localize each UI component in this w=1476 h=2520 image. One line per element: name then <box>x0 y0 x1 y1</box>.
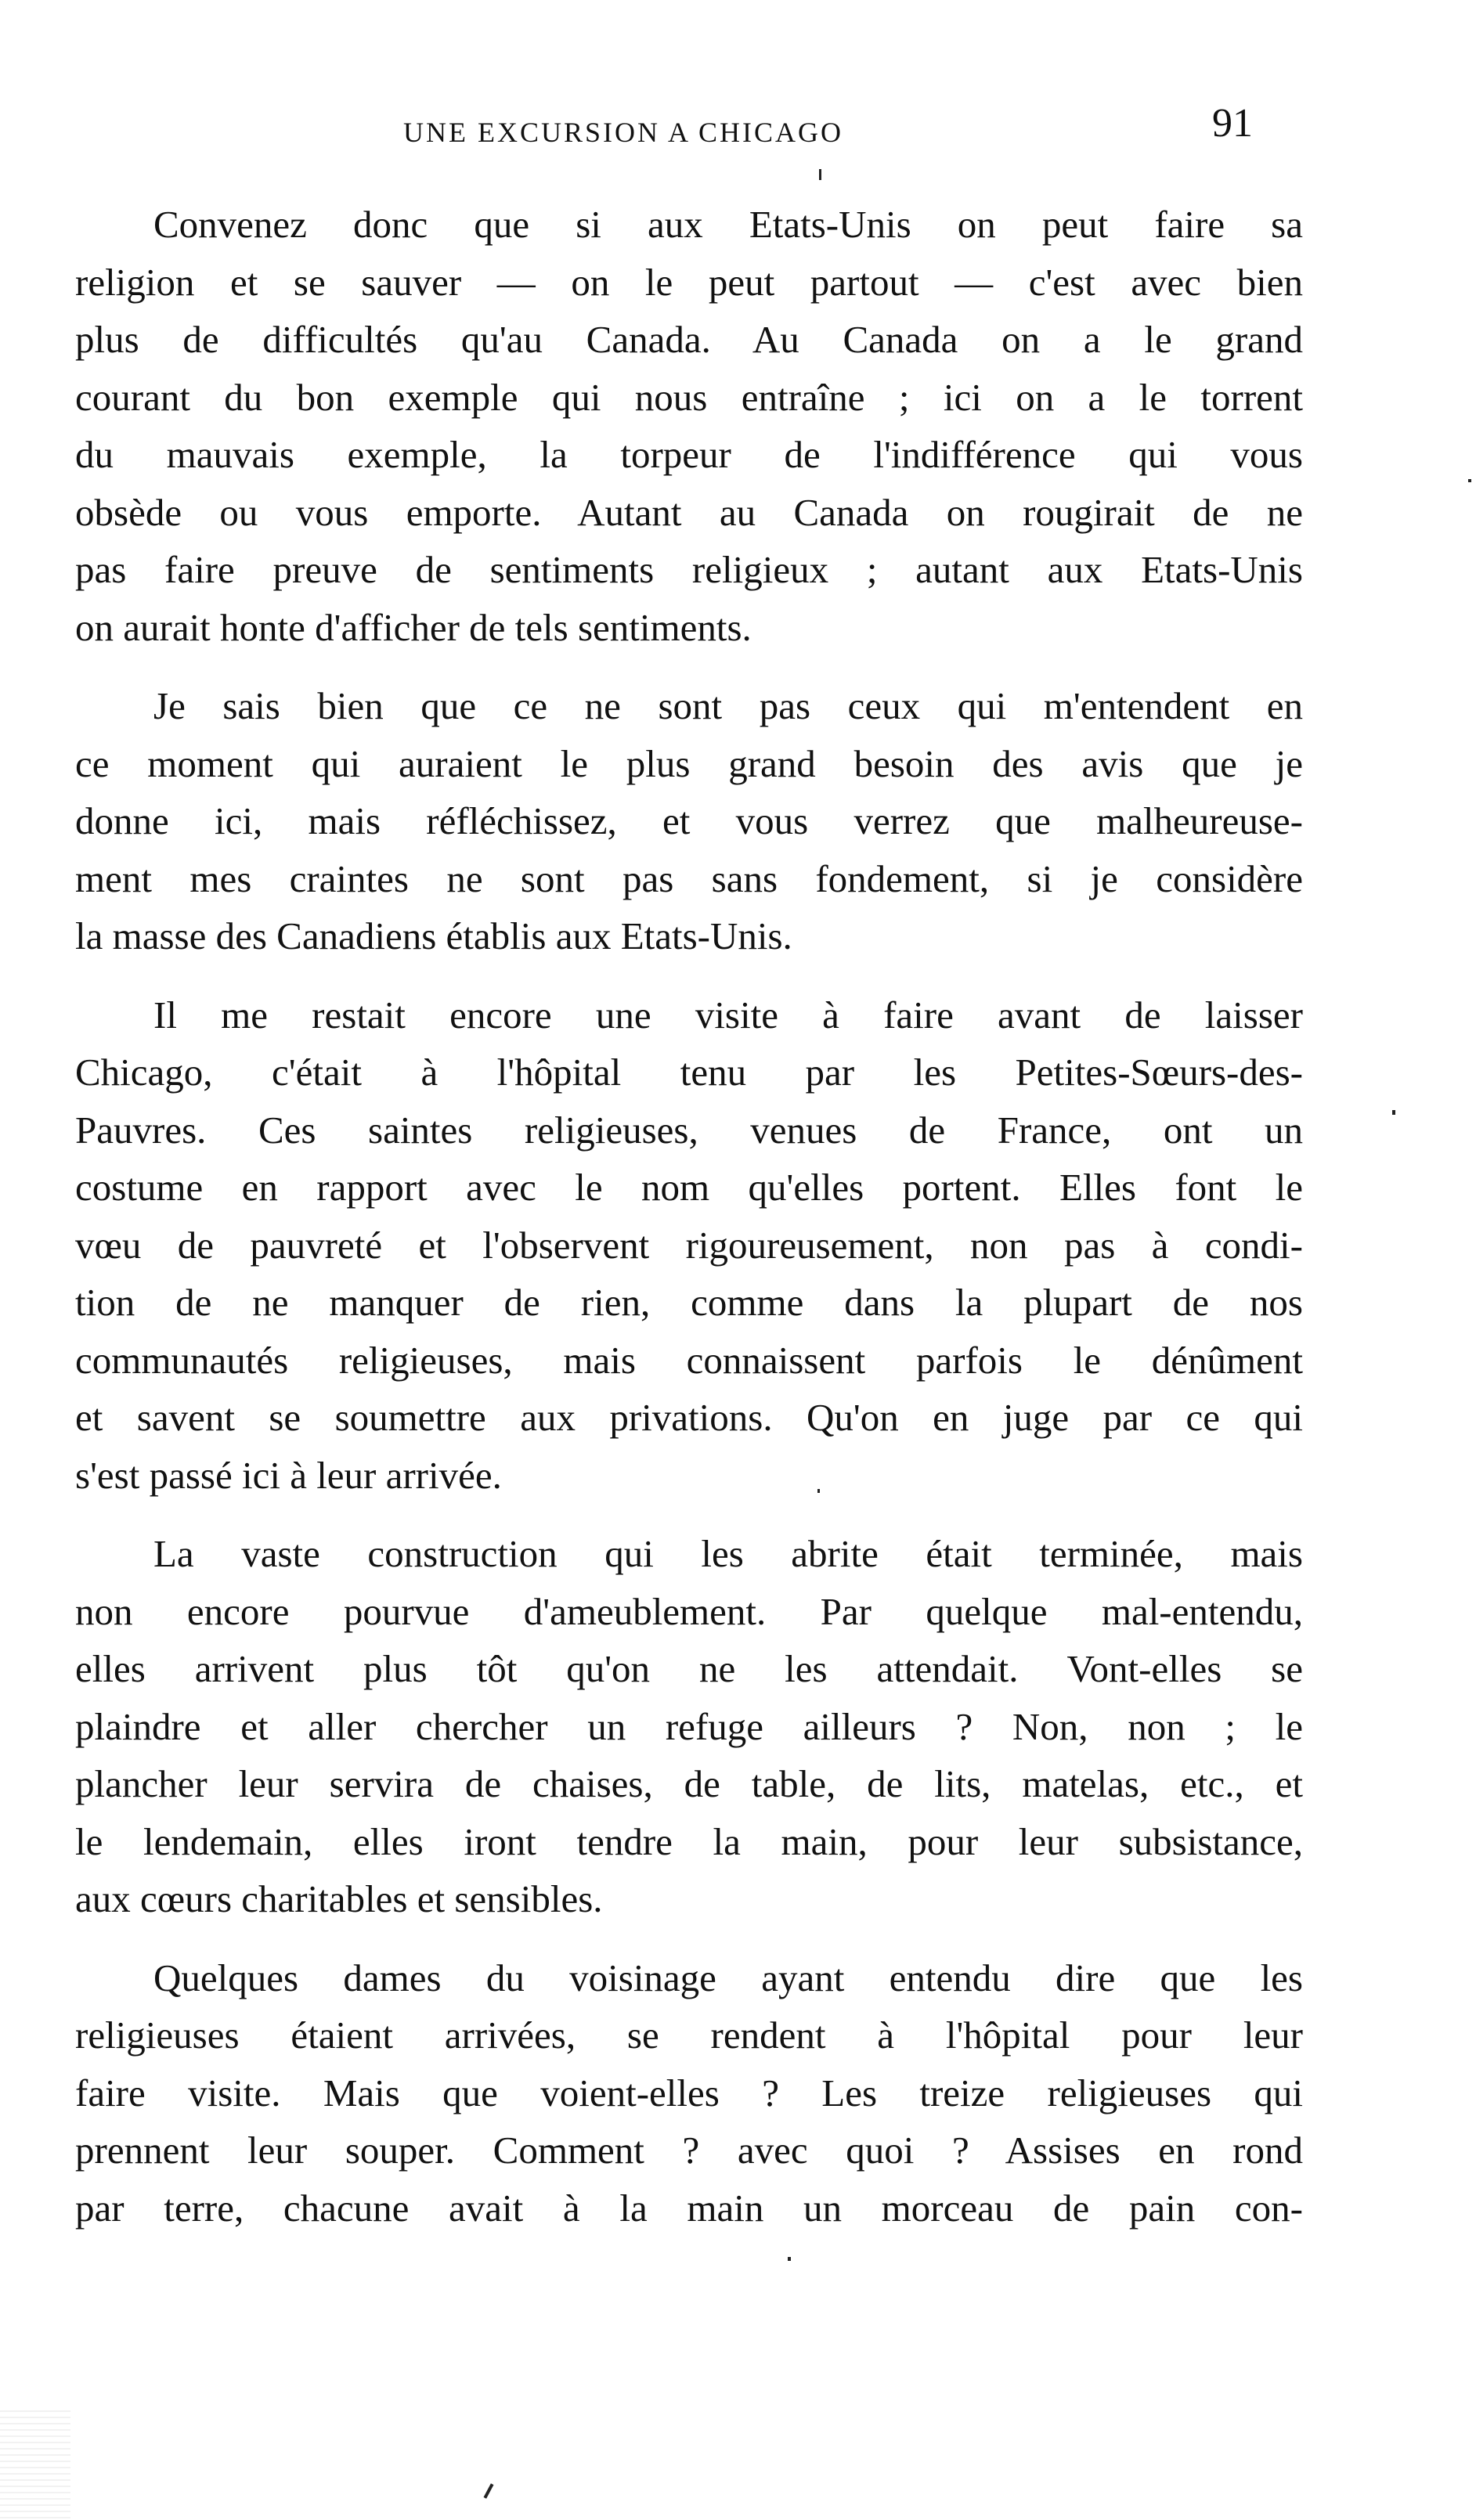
ink-speck <box>819 169 821 180</box>
text-line: et savent se soumettre aux privations. Qu'on en juge par ce qui <box>75 1396 1303 1439</box>
text-line: plus de difficultés qu'au Canada. Au Canada on a le grand <box>75 318 1303 361</box>
text-line: obsède ou vous emporte. Autant au Canada on rougirait de ne <box>75 490 1303 534</box>
text-line: Chicago, c'était à l'hôpital tenu par les Petites-Sœurs-des- <box>75 1051 1303 1094</box>
text-line: courant du bon exemple qui nous entraîne ; ici on a le torrent <box>75 375 1303 419</box>
text-line: ment mes craintes ne sont pas sans fondement, si je considère <box>75 856 1303 900</box>
text-line: s'est passé ici à leur arrivée. <box>75 1453 502 1497</box>
text-line: faire visite. Mais que voient-elles ? Les treize religieuses qui <box>75 2071 1303 2114</box>
paragraph <box>75 196 1303 656</box>
text-line: tion de ne manquer de rien, comme dans la plupart de nos <box>75 1281 1303 1324</box>
text-line: on aurait honte d'afficher de tels sentiments. <box>75 605 752 649</box>
text-line: Convenez donc que si aux Etats-Unis on peut faire sa <box>153 203 1303 246</box>
ink-speck <box>1392 1110 1395 1115</box>
text-line: costume en rapport avec le nom qu'elles portent. Elles font le <box>75 1166 1303 1209</box>
paragraph <box>75 677 1303 965</box>
text-line: vœu de pauvreté et l'observent rigoureusement, non pas à condi- <box>75 1223 1303 1267</box>
text-line: Il me restait encore une visite à faire avant de laisser <box>153 993 1303 1036</box>
text-line: La vaste construction qui les abrite était terminée, mais <box>153 1532 1303 1575</box>
text-line: ce moment qui auraient le plus grand besoin des avis que je <box>75 741 1303 785</box>
text-line: religion et se sauver — on le peut partout — c'est avec bien <box>75 260 1303 304</box>
text-line: prennent leur souper. Comment ? avec quoi ? Assises en rond <box>75 2129 1303 2172</box>
text-line: non encore pourvue d'ameublement. Par quelque mal-entendu, <box>75 1589 1303 1633</box>
ink-speck <box>484 2483 494 2499</box>
ink-speck <box>817 1489 820 1493</box>
paragraph <box>75 1949 1303 2237</box>
text-line: la masse des Canadiens établis aux Etats-Unis. <box>75 914 792 957</box>
text-line: religieuses étaient arrivées, se rendent à l'hôpital pour leur <box>75 2013 1303 2057</box>
body-text <box>75 196 1303 2237</box>
text-line: elles arrivent plus tôt qu'on ne les attendait. Vont-elles se <box>75 1647 1303 1690</box>
text-line: plancher leur servira de chaises, de table, de lits, matelas, etc., et <box>75 1762 1303 1805</box>
text-line: du mauvais exemple, la torpeur de l'indifférence qui vous <box>75 433 1303 476</box>
scan-noise <box>0 2410 70 2520</box>
page-number: 91 <box>1212 101 1253 146</box>
text-line: Pauvres. Ces saintes religieuses, venues de France, ont un <box>75 1108 1303 1152</box>
text-line: plaindre et aller chercher un refuge ailleurs ? Non, non ; le <box>75 1704 1303 1748</box>
text-line: communautés religieuses, mais connaissent parfois le dénûment <box>75 1338 1303 1382</box>
text-line: le lendemain, elles iront tendre la main, pour leur subsistance, <box>75 1819 1303 1863</box>
paragraph <box>75 1525 1303 1928</box>
text-line: donne ici, mais réfléchissez, et vous verrez que malheureuse- <box>75 799 1303 842</box>
running-title: UNE EXCURSION A CHICAGO <box>403 117 844 148</box>
paragraph <box>75 986 1303 1505</box>
ink-speck <box>788 2257 791 2261</box>
text-line: par terre, chacune avait à la main un morceau de pain con- <box>75 2186 1303 2230</box>
text-line: Je sais bien que ce ne sont pas ceux qui m'entendent en <box>153 684 1303 727</box>
text-line: aux cœurs charitables et sensibles. <box>75 1877 603 1920</box>
text-line: pas faire preuve de sentiments religieux ; autant aux Etats-Unis <box>75 548 1303 591</box>
text-line: Quelques dames du voisinage ayant entendu dire que les <box>153 1956 1303 1999</box>
ink-speck <box>1468 479 1471 482</box>
